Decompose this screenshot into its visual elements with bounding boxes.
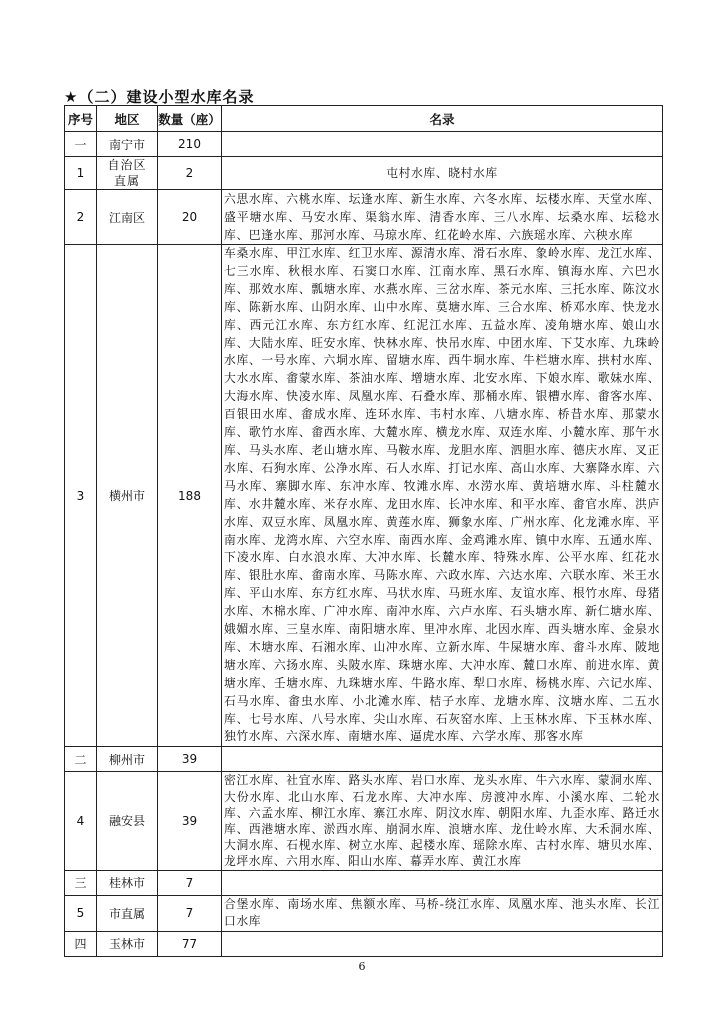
header-region: 地区 [97, 106, 158, 132]
cell-count: 39 [158, 747, 222, 772]
header-count: 数量（座） [158, 106, 222, 132]
cell-count: 7 [158, 895, 222, 931]
cell-names [222, 132, 663, 157]
cell-region: 横州市 [97, 245, 158, 747]
table-row [65, 870, 663, 895]
page-number: 6 [358, 960, 366, 973]
table-row [65, 157, 663, 190]
cell-count: 188 [158, 245, 222, 747]
cell-count: 77 [158, 931, 222, 956]
cell-names [222, 870, 663, 895]
table-row [65, 931, 663, 956]
cell-no: 3 [65, 245, 97, 747]
cell-no: 2 [65, 190, 97, 245]
cell-no: 四 [65, 931, 97, 956]
cell-region: 南宁市 [97, 132, 158, 157]
cell-region: 玉林市 [97, 931, 158, 956]
cell-no: 1 [65, 157, 97, 190]
cell-names: 六思水库、六桃水库、坛逢水库、新生水库、六冬水库、坛楼水库、天堂水库、盛平塘水库、马安水库、渠翁水库、清香水库、三八水库、坛桑水库、坛稔水库、巴逢水库、那河水库、马琼水库、红花岭水库、六族瑶水库、六秧水库 [222, 190, 663, 245]
header-no: 序号 [65, 106, 97, 132]
table-row [65, 245, 663, 747]
cell-names: 密江水库、社宜水库、路头水库、岩口水库、龙头水库、牛六水库、蒙洞水库、大份水库、北山水库、石龙水库、大冲水库、房渡冲水库、小溪水库、二轮水库、六孟水库、柳江水库、寨江水库、阴汶水库、朝阳水库、九歪水库、路迁水库、西港塘水库、淤西水库、崩洞水库、浪塘水库、龙仕岭水库、大禾洞水库、大洞水库、石枧水库、树立水库、起楼水库、瑶除水库、古村水库、塘贝水库、龙坪水库、六用水库、阳山水库、幕弄水库、黄江水库 [222, 772, 663, 870]
table-row [65, 190, 663, 245]
cell-count: 39 [158, 772, 222, 870]
cell-no: 5 [65, 895, 97, 931]
cell-no: 一 [65, 132, 97, 157]
header-names: 名录 [222, 106, 663, 132]
cell-region: 市直属 [97, 895, 158, 931]
cell-region: 桂林市 [97, 870, 158, 895]
cell-region: 江南区 [97, 190, 158, 245]
cell-names [222, 931, 663, 956]
cell-region [97, 157, 158, 190]
cell-names: 屯村水库、晓村水库 [222, 157, 663, 190]
region-label: 自治区直属 [107, 158, 147, 188]
cell-no: 4 [65, 772, 97, 870]
cell-no: 三 [65, 870, 97, 895]
table-row [65, 747, 663, 772]
table-row [65, 132, 663, 157]
table-row [65, 772, 663, 870]
cell-region: 柳州市 [97, 747, 158, 772]
cell-count: 7 [158, 870, 222, 895]
cell-region: 融安县 [97, 772, 158, 870]
cell-count: 2 [158, 157, 222, 190]
cell-names: 合堡水库、南场水库、焦额水库、马桥-绕江水库、凤凰水库、池头水库、长江口水库 [222, 895, 663, 931]
section-title: ★（二）建设小型水库名录 [64, 88, 255, 106]
cell-count: 20 [158, 190, 222, 245]
table-row [65, 895, 663, 931]
cell-count: 210 [158, 132, 222, 157]
cell-names: 车桑水库、甲江水库、红卫水库、源清水库、滑石水库、象岭水库、龙江水库、七三水库、秋根水库、石窦口水库、江南水库、黑石水库、镇海水库、六巴水库、那效水库、瓢塘水库、水燕水库、三岔水库、茶元水库、三托水库、陈汶水库、陈新水库、山阴水库、山中水库、莫塘水库、三合水库、桥邓水库、快龙水库、西元江水库、东方红水库、红泥江水库、五益水库、凌角塘水库、娘山水库、大陆水库、旺安水库、快林水库、快吊水库、中团水库、下艾水库、九珠岭水库、一号水库、六垌水库、留塘水库、西牛垌水库、牛栏塘水库、拱村水库、大水水库、畬蒙水库、茶油水库、增塘水库、北安水库、下娘水库、歌妹水库、大海水库、快凌水库、凤凰水库、石叠水库、那桶水库、银槽水库、畬客水库、百银田水库、畬成水库、连环水库、韦村水库、八塘水库、桥昔水库、那蒙水库、歌竹水库、畬西水库、大麓水库、横龙水库、双连水库、小麓水库、那午水库、马头水库、老山塘水库、马鞍水库、龙胆水库、泗胆水库、德庆水库、叉正水库、石狗水库、公净水库、石人水库、打记水库、高山水库、大寨降水库、六马水库、寨脚水库、东冲水库、牧滩水库、水涝水库、黄培塘水库、斗柱麓水库、水井麓水库、米存水库、龙田水库、长冲水库、和平水库、畬官水库、洪庐水库、双豆水库、凤凰水库、黄莲水库、狮象水库、广州水库、化龙滩水库、平南水库、龙湾水库、六空水库、南西水库、金鸡滩水库、镇中水库、五通水库、下凌水库、白水浪水库、大冲水库、长麓水库、特殊水库、公平水库、红花水库、银肚水库、畬南水库、马陈水库、六政水库、六达水库、六联水库、米王水库、平山水库、东方红水库、马状水库、马班水库、友谊水库、根竹水库、母猪水库、木棉水库、广冲水库、南冲水库、六卢水库、石头塘水库、新仁塘水库、娥媚水库、三皇水库、南阳塘水库、里冲水库、北因水库、西头塘水库、金泉水库、木塘水库、石湘水库、山冲水库、立新水库、牛屎塘水库、畬斗水库、陂地塘水库、六扬水库、头陂水库、珠塘水库、大冲水库、麓口水库、前进水库、黄塘水库、壬塘水库、九珠塘水库、牛路水库、犁口水库、杨桃水库、六记水库、石马水库、畬虫水库、小北滩水库、桔子水库、龙塘水库、汶塘水库、二五水库、七号水库、八号水库、尖山水库、石灰窑水库、上玉林水库、下玉林水库、独竹水库、六深水库、南塘水库、逼虎水库、六学水库、那客水库 [222, 245, 663, 747]
cell-no: 二 [65, 747, 97, 772]
table-header-row [65, 106, 663, 132]
cell-names [222, 747, 663, 772]
reservoir-table [64, 105, 663, 957]
